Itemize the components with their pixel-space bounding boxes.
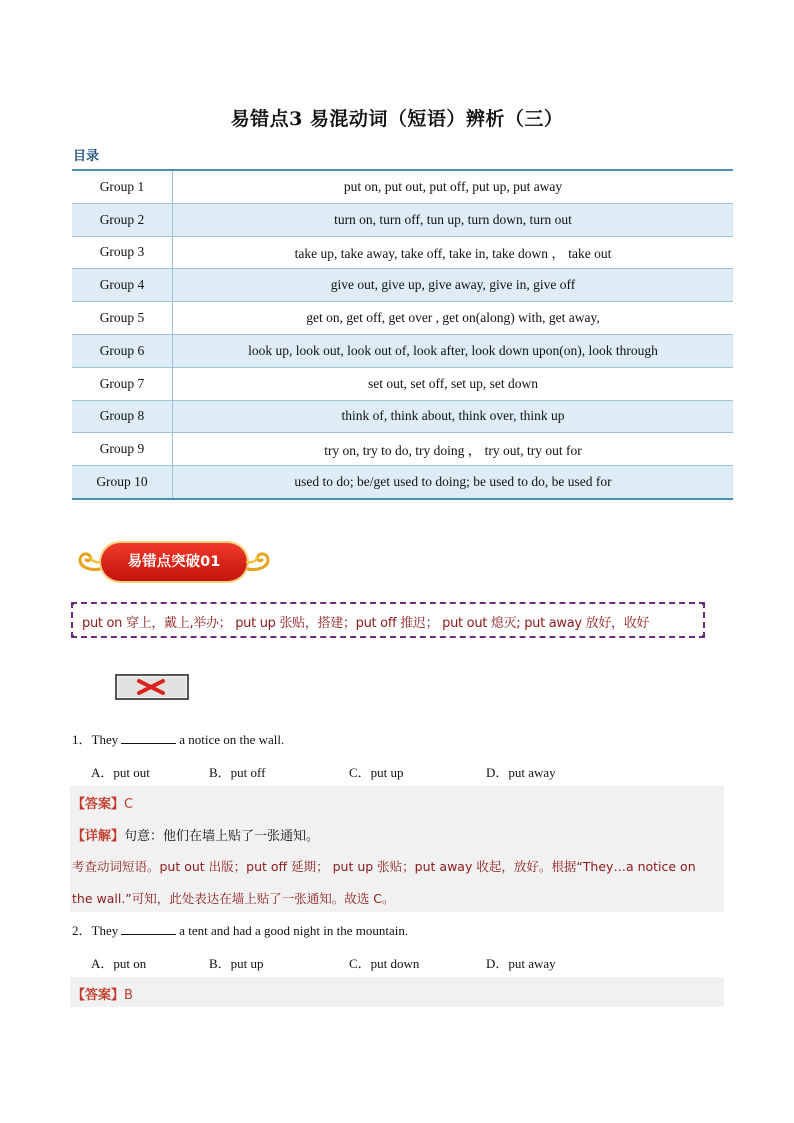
detail-line (72, 825, 319, 844)
option-d: D．put away (486, 956, 556, 971)
phrases-cell: look up, look out, look out of, look after, look down upon(on), look through (173, 334, 734, 367)
key-points-text: put on 穿上，戴上,举办； put up 张贴，搭建；put off 推迟； put out 熄灭; put away 放好，收好 (82, 616, 650, 631)
answer-value: B (124, 988, 133, 1003)
group-cell: Group 2 (72, 203, 173, 236)
answer-blank (121, 731, 176, 744)
phrases-cell: take up, take away, take off, take in, take down ， take out (173, 236, 734, 269)
group-cell: Group 8 (72, 400, 173, 433)
question-1 (72, 729, 284, 748)
group-cell: Group 9 (72, 433, 173, 466)
phrases-cell: think of, think about, think over, think up (173, 400, 734, 433)
question-text-post: a tent and had a good night in the mountain. (179, 923, 409, 938)
group-cell: Group 4 (72, 269, 173, 302)
option-b: B．put up (209, 956, 264, 971)
phrases-cell: put on, put out, put off, put up, put away (173, 170, 734, 203)
badge-label: 易错点突破01 (127, 554, 221, 570)
phrases-cell: set out, set off, set up, set down (173, 367, 734, 400)
detail-label: 【详解】 (72, 829, 125, 844)
explanation-line-2: the wall.”可知，此处表达在墙上贴了一张通知。故选 C。 (72, 891, 395, 906)
phrases-cell: give out, give up, give away, give in, give off (173, 269, 734, 302)
phrases-cell: get on, get off, get over , get on(along) with, get away, (173, 302, 734, 335)
answer-line (72, 984, 133, 1003)
table-row (72, 367, 733, 400)
group-cell: Group 3 (72, 236, 173, 269)
toc-table (72, 169, 733, 500)
table-row (72, 334, 733, 367)
answer-value: C (124, 797, 134, 812)
option-d: D．put away (486, 765, 556, 780)
table-row (72, 433, 733, 466)
cloud-ornament-icon (74, 547, 104, 577)
group-cell: Group 10 (72, 466, 173, 499)
table-row (72, 466, 733, 499)
question-text-pre: They (91, 732, 119, 747)
option-c: C．put down (349, 956, 420, 971)
toc-label: 目录 (73, 149, 100, 164)
group-cell: Group 1 (72, 170, 173, 203)
key-points-box (71, 602, 705, 638)
group-cell: Group 6 (72, 334, 173, 367)
table-row (72, 400, 733, 433)
option-b: B．put off (209, 765, 266, 780)
phrases-cell: used to do; be/get used to doing; be used to do, be used for (173, 466, 734, 499)
explanation-line-1: 考查动词短语。put out 出版；put off 延期； put up 张贴；put away 收起，放好。根据“They…a notice on (72, 859, 696, 874)
phrases-cell: try on, try to do, try doing ， try out, try out for (173, 433, 734, 466)
table-row (72, 269, 733, 302)
badge-pill (101, 543, 247, 581)
phrases-cell: turn on, turn off, tun up, turn down, turn out (173, 203, 734, 236)
question-text-pre: They (91, 923, 119, 938)
question-number: 2． (72, 923, 92, 938)
table-row (72, 170, 733, 203)
question-text-post: a notice on the wall. (179, 732, 285, 747)
option-a: A．put on (91, 956, 147, 971)
question-2 (72, 920, 408, 939)
question-number: 1． (72, 732, 92, 747)
answer-label: 【答案】 (72, 797, 125, 812)
section-badge (74, 541, 274, 583)
cloud-ornament-icon (244, 547, 274, 577)
option-c: C．put up (349, 765, 404, 780)
table-row (72, 302, 733, 335)
group-cell: Group 7 (72, 367, 173, 400)
page-title: 易错点3 易混动词（短语）辨析（三） (230, 108, 564, 130)
answer-line (72, 793, 133, 812)
detail-text: 句意：他们在墙上贴了一张通知。 (124, 829, 320, 844)
group-cell: Group 5 (72, 302, 173, 335)
table-row (72, 203, 733, 236)
answer-label: 【答案】 (72, 988, 125, 1003)
table-row (72, 236, 733, 269)
option-a: A．put out (91, 765, 150, 780)
answer-panel (70, 977, 724, 1007)
answer-blank (121, 922, 176, 935)
wrong-x-icon (115, 674, 189, 700)
